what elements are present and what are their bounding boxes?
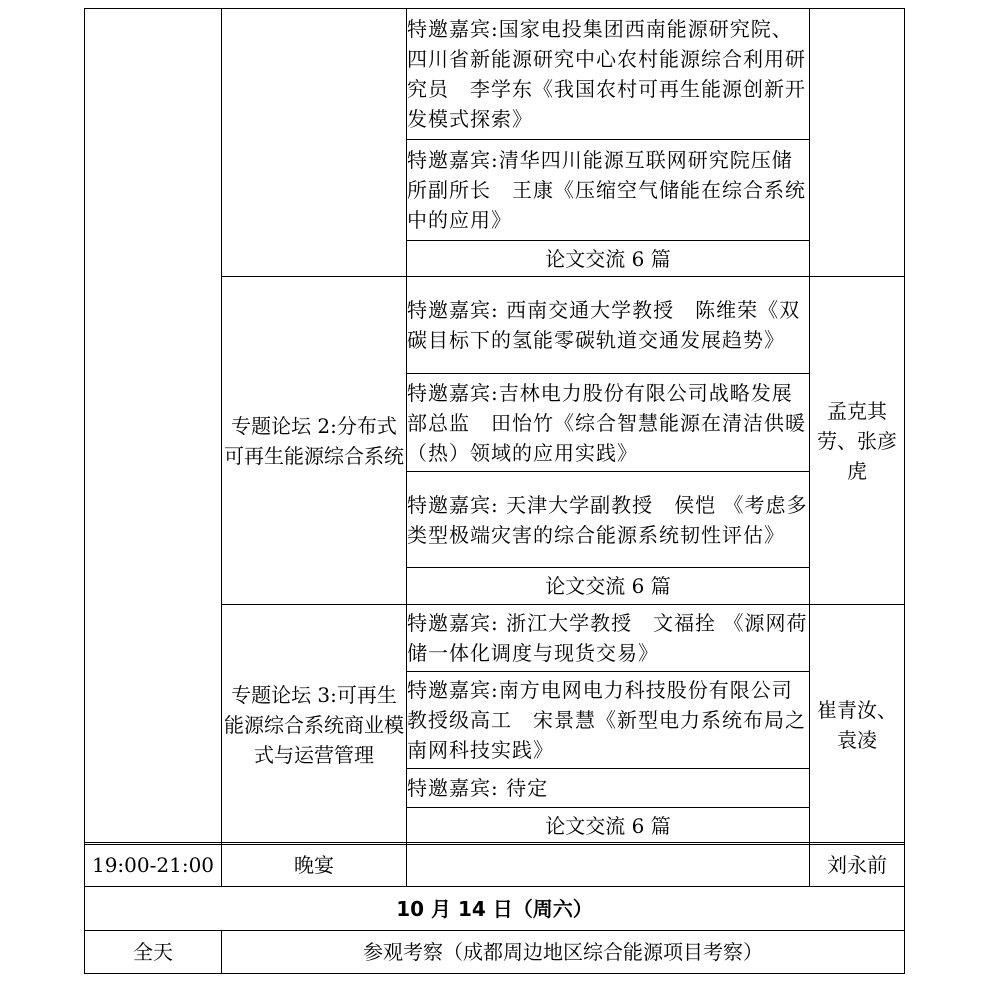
forum1-papers: 论文交流 6 篇 [407, 241, 810, 277]
dinner-host: 刘永前 [810, 843, 905, 887]
time-cell-empty [85, 9, 222, 845]
dinner-detail-empty [407, 843, 810, 887]
dinner-label: 晚宴 [222, 843, 407, 887]
forum2-talk-1: 特邀嘉宾: 西南交通大学教授 陈维荣《双碳目标下的氢能零碳轨道交通发展趋势》 [407, 277, 810, 374]
schedule-table [84, 8, 905, 845]
forum3-title: 专题论坛 3:可再生能源综合系统商业模式与运营管理 [222, 605, 407, 845]
forum3-talk-2: 特邀嘉宾:南方电网电力科技股份有限公司教授级高工 宋景慧《新型电力系统布局之南网科技实践》 [407, 672, 810, 769]
forum3-papers: 论文交流 6 篇 [407, 808, 810, 845]
forum2-hosts: 孟克其劳、张彦虎 [810, 277, 905, 605]
forum3-talk-1: 特邀嘉宾: 浙江大学教授 文福拴 《源网荷储一体化调度与现货交易》 [407, 605, 810, 672]
forum2-talk-3: 特邀嘉宾: 天津大学副教授 侯恺 《考虑多类型极端灾害的综合能源系统韧性评估》 [407, 472, 810, 568]
day2-time: 全天 [85, 931, 222, 974]
dinner-time: 19:00-21:00 [85, 843, 222, 887]
schedule-table-bottom [84, 842, 905, 974]
forum2-papers: 论文交流 6 篇 [407, 568, 810, 605]
forum1-title-cell [222, 9, 407, 277]
forum3-talk-3: 特邀嘉宾: 待定 [407, 769, 810, 808]
forum2-talk-2: 特邀嘉宾:吉林电力股份有限公司战略发展部总监 田怡竹《综合智慧能源在清洁供暖（热）领域的应用实践》 [407, 374, 810, 472]
forum2-title: 专题论坛 2:分布式可再生能源综合系统 [222, 277, 407, 605]
forum1-host-cell [810, 9, 905, 277]
forum1-talk-1: 特邀嘉宾:国家电投集团西南能源研究院、四川省新能源研究中心农村能源综合利用研究员 李学东《我国农村可再生能源创新开发模式探索》 [407, 9, 810, 140]
day2-date-header: 10 月 14 日（周六） [85, 887, 905, 931]
forum3-hosts: 崔青汝、袁凌 [810, 605, 905, 845]
day2-activity: 参观考察（成都周边地区综合能源项目考察） [222, 931, 905, 974]
forum1-talk-2: 特邀嘉宾:清华四川能源互联网研究院压储所副所长 王康《压缩空气储能在综合系统中的应用》 [407, 140, 810, 241]
